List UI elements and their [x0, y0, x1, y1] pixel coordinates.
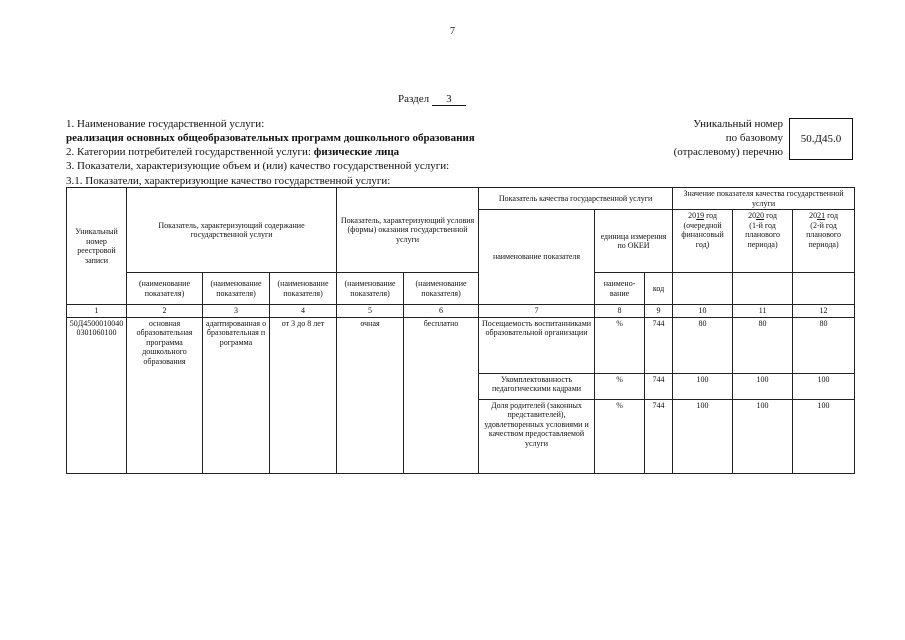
header-unit: единица измерения по ОКЕИ	[595, 210, 673, 273]
section-heading	[398, 93, 466, 106]
indicator-value-2: 100	[733, 399, 793, 473]
subheader-name-5: (наименование показателя)	[337, 273, 404, 305]
quality-label: 3.1. Показатели, характеризующие качество государственной услуги:	[66, 175, 391, 187]
indicator-value-1: 100	[673, 399, 733, 473]
col-number: 8	[595, 305, 645, 318]
section-number: 3	[432, 93, 466, 106]
subheader-name-2: (наименование показателя)	[127, 273, 203, 305]
unique-code-box: 50.Д45.0	[789, 118, 853, 160]
quality-indicators-table	[66, 187, 855, 474]
subheader-name-6: (наименование показателя)	[404, 273, 479, 305]
col-number: 10	[673, 305, 733, 318]
subheader-unit-code: код	[645, 273, 673, 305]
subheader-empty-11	[733, 273, 793, 305]
col-number: 3	[203, 305, 270, 318]
subheader-name-3: (наименование показателя)	[203, 273, 270, 305]
subheader-empty-10	[673, 273, 733, 305]
header-conditions: Показатель, характеризующий условия (формы) оказания государственной услуги	[337, 188, 479, 273]
service-name-value: реализация основных общеобразовательных программ дошкольного образования	[66, 132, 475, 144]
record-content-1: основная образовательная программа дошкольного образования	[127, 317, 203, 473]
indicator-name: Доля родителей (законных представителей), удовлетворенных условиями и качеством предоставляемой услуги	[479, 399, 595, 473]
record-content-3: от 3 до 8 лет	[270, 317, 337, 473]
indicator-name: Укомплектованность педагогическими кадрами	[479, 373, 595, 399]
indicator-unit: %	[595, 373, 645, 399]
header-unique: Уникальный номер реестровой записи	[67, 188, 127, 305]
subheader-name-4: (наименование показателя)	[270, 273, 337, 305]
consumers-value: физические лица	[313, 146, 400, 158]
col-number: 11	[733, 305, 793, 318]
unique-line-3: (отраслевому) перечню	[673, 146, 783, 158]
page-number: 7	[450, 26, 455, 37]
indicator-value-1: 80	[673, 317, 733, 373]
col-number: 5	[337, 305, 404, 318]
indicator-value-1: 100	[673, 373, 733, 399]
record-condition-2: бесплатно	[404, 317, 479, 473]
indicator-value-3: 100	[793, 373, 855, 399]
unique-line-1: Уникальный номер	[693, 118, 783, 130]
record-unique-number: 50Д45000100400301060100	[67, 317, 127, 473]
header-quality: Показатель качества государственной услуги	[479, 188, 673, 210]
col-number: 12	[793, 305, 855, 318]
header-value: Значение показателя качества государственной услуги	[673, 188, 855, 210]
indicator-name: Посещаемость воспитанниками образовательной организации	[479, 317, 595, 373]
col-number: 1	[67, 305, 127, 318]
header-year-1: 2019 год (очередной финансовый год)	[673, 210, 733, 273]
indicator-unit: %	[595, 317, 645, 373]
indicator-unit: %	[595, 399, 645, 473]
record-condition-1: очная	[337, 317, 404, 473]
header-year-3: 2021 год (2-й год планового периода)	[793, 210, 855, 273]
indicators-label: 3. Показатели, характеризующие объем и (или) качество государственной услуги:	[66, 160, 450, 172]
consumers-line	[66, 146, 399, 158]
subheader-unit-name: наимено-вание	[595, 273, 645, 305]
header-indicator-name: наименование показателя	[479, 210, 595, 305]
indicator-code: 744	[645, 373, 673, 399]
subheader-empty-12	[793, 273, 855, 305]
indicator-value-2: 100	[733, 373, 793, 399]
indicator-code: 744	[645, 317, 673, 373]
indicator-value-3: 80	[793, 317, 855, 373]
col-number: 2	[127, 305, 203, 318]
consumers-label: 2. Категории потребителей государственной услуги:	[66, 146, 311, 158]
col-number: 6	[404, 305, 479, 318]
indicator-value-3: 100	[793, 399, 855, 473]
col-number: 4	[270, 305, 337, 318]
col-number: 7	[479, 305, 595, 318]
indicator-value-2: 80	[733, 317, 793, 373]
record-content-2: адаптированная образовательная программа	[203, 317, 270, 473]
header-content: Показатель, характеризующий содержание государственной услуги	[127, 188, 337, 273]
indicator-code: 744	[645, 399, 673, 473]
unique-number-label	[674, 117, 783, 159]
unique-line-2: по базовому	[725, 132, 783, 144]
section-label: Раздел	[398, 93, 430, 105]
header-year-2: 2020 год (1-й год планового периода)	[733, 210, 793, 273]
service-name-label: 1. Наименование государственной услуги:	[66, 118, 265, 130]
col-number: 9	[645, 305, 673, 318]
